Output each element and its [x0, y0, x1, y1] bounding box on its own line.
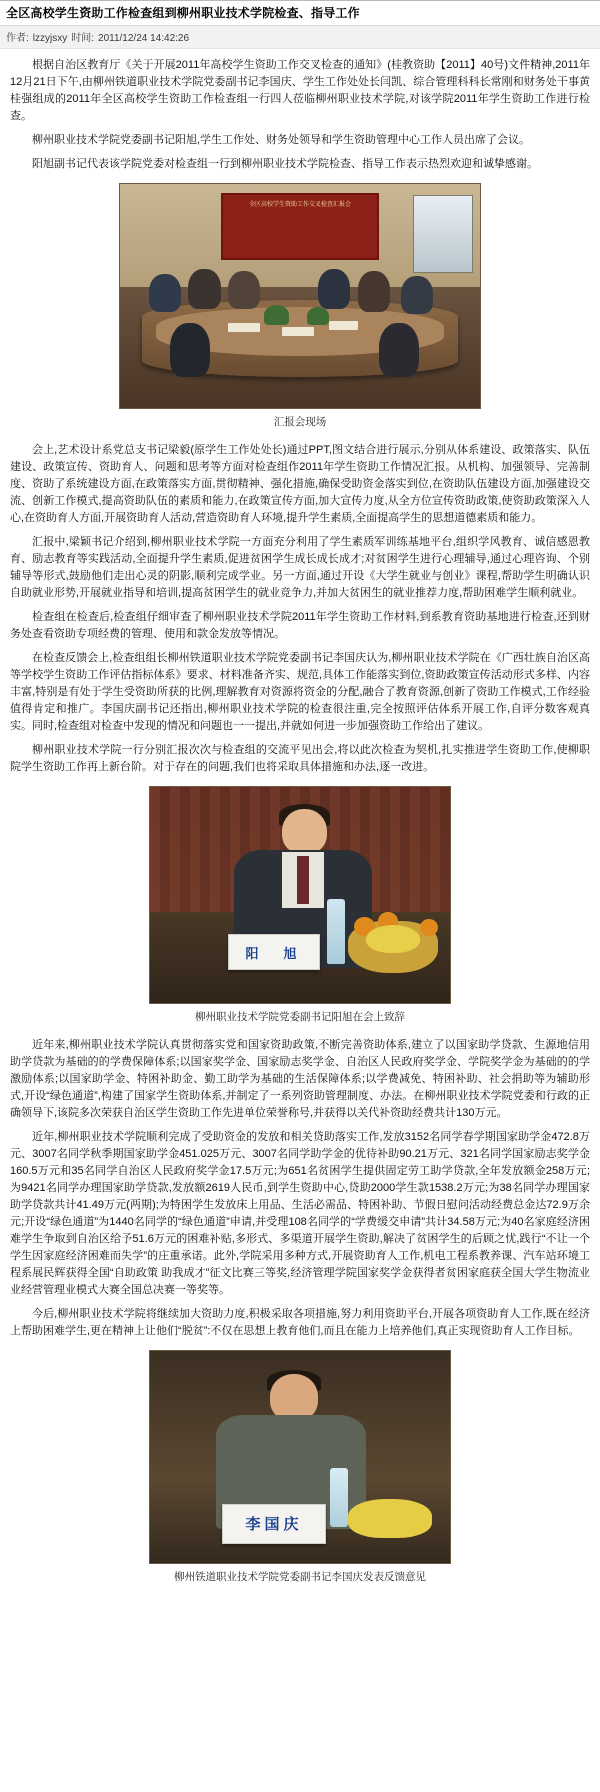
figure-caption: 汇报会现场	[273, 416, 327, 428]
person-figure	[358, 271, 390, 311]
paragraph: 柳州职业技术学院党委副书记阳旭,学生工作处、财务处领导和学生资助管理中心工作人员出席了会议。	[32, 134, 531, 146]
orange-fruit	[420, 919, 438, 936]
photo-meeting-room	[119, 183, 481, 409]
person-figure	[318, 269, 350, 309]
person-figure	[228, 271, 260, 309]
water-bottle	[327, 899, 345, 964]
time-label: 时间:	[71, 33, 95, 44]
photo-liguoqing-feedback	[149, 1350, 451, 1564]
paragraph: 根据自治区教育厅《关于开展2011年高校学生资助工作交叉检查的通知》(桂教资助【2011】40号)文件精神,2011年12月21日下午,由柳州铁道职业技术学院党委副书记李国庆、学生工作处处长闫凯、综合管理科科长常刚和财务处干事黄桂强组成的2011年全区高校学生资助工作检查组一行四人莅临柳州职业技术学院,对该学院2011年学生资助工作进行检查。	[10, 59, 590, 122]
person-figure	[188, 269, 220, 309]
page-title: 全区高校学生资助工作检查组到柳州职业技术学院检查、指导工作	[0, 0, 600, 26]
paragraph: 今后,柳州职业技术学院将继续加大资助力度,积极采取各项措施,努力利用资助平台,开展各项资助育人工作,既在经济上帮助困难学生,更在精神上让他们“脱贫”:不仅在思想上教育他们,而且在能力上培养他们,真正实现资助育人工作目标。	[10, 1308, 590, 1337]
person-figure	[170, 323, 210, 377]
person-figure	[379, 323, 419, 377]
person-figure	[401, 276, 433, 314]
paragraph: 汇报中,梁颖书记介绍到,柳州职业技术学院一方面充分利用了学生素质军训练基地平台,组织学风教育、诚信感恩教育、励志教育等实践活动,全面提升学生素质,促进贫困学生成长成长成才;对贫困学生进行心理辅导,通过心理咨询、个别辅导等形式,鼓励他们走出心灵的阴影,顺利完成学业。另一方面,通过开设《大学生就业与创业》课程,帮助学生明确认识自助就业形势,开展就业指导和培训,提高贫困学生的就业竞争力,并加大贫困生的就业推荐力度,帮助困难学生顺利就业。	[10, 536, 590, 599]
time-value: 2011/12/24 14:42:26	[98, 33, 190, 44]
photo-yangxu-speaking	[149, 786, 451, 1004]
banana-bunch	[348, 1499, 432, 1537]
document-sheet	[329, 321, 358, 330]
figure-caption: 柳州职业技术学院党委副书记阳旭在会上致辞	[195, 1011, 405, 1023]
author-value: lzzyjsxy	[32, 33, 68, 44]
person-figure	[149, 274, 181, 312]
person-head	[282, 809, 327, 854]
plant-decoration	[307, 307, 329, 325]
document-sheet	[282, 327, 314, 336]
document-sheet	[228, 323, 260, 332]
figure-caption: 柳州铁道职业技术学院党委副书记李国庆发表反馈意见	[174, 1571, 426, 1583]
water-bottle	[330, 1468, 348, 1527]
article-meta	[0, 26, 600, 49]
plant-decoration	[264, 305, 289, 325]
paragraph: 阳旭副书记代表该学院党委对检查组一行到柳州职业技术学院检查、指导工作表示热烈欢迎和诚挚感谢。	[32, 158, 538, 170]
figure-yangxu	[10, 786, 590, 1025]
paragraph: 会上,艺术设计系党总支书记梁毅(原学生工作处处长)通过PPT,图文结合进行展示,分别从体系建设、政策落实、队伍建设、政策宣传、资助育人、问题和思考等方面对检查组作2011年学生资助工作情况汇报。从机构、加强领导、完善制度、资助了系统建设方面,在政策落实方面,贯彻精神、强化措施,确保受助资金落实到位,在资助队伍建设方面,加强建设交流、创新工作模式,提高资助队伍的素质和能力,在政策宣传方面,加大宣传力度,从全方位宣传资助政策,使资助政策深入人心,在资助育人方面,开展资助育人活动,营造资助育人环境,提升学生素质,全面提高学生的思想道德素质和能力。	[10, 444, 590, 524]
paragraph: 柳州职业技术学院一行分别汇报次次与检查组的交流平见出会,将以此次检查为契机,扎实推进学生资助工作,使柳职院学生资助工作再上新台阶。对于存在的问题,我们也将采取具体措施和办法,逐一改进。	[10, 744, 590, 773]
window-shape	[413, 195, 473, 273]
paragraph: 近年,柳州职业技术学院顺利完成了受助资金的发放和相关贷助落实工作,发放3152名同学春学期国家助学金472.8万元、3007名同学秋季期国家助学金451.025万元、3007名同学助学金的优待补助90.21万元、321名同学国家励志奖学金160.5万元和35名同学自治区人民政府奖学金17.5万元;为651名贫困学生提供固定劳工助学贷款,全年发放额金258万元;为9421名同学办理国家助学贷款,发放额2619人民币,到学生资助中心,贷助2000学生款1538.2万元;为38名同学办理国家助学贷款共计41.49万元(两期);为特困学生发放床上用品、生活必需品、特困补助、节假日慰问活动经费总金达72.9万余元;开设“绿色通道”为1440名同学的“绿色通道”申请,并受理108名同学的“学费缓交申请”共计34.58万元;为40名家庭经济困难学生争取到自治区给予51.6万元的困难补贴,多形式、多渠道开展学生资助,解决了贫困学生的后顾之忧,践行“不让一个学生因家庭经济困难而失学”的庄重承诺。此外,学院采用多种方式,开展资助育人工作,机电工程系教养课、汽车站环境工程系展民辉获得全国“自助政策 助我成才”征文比赛三等奖,经济管理学院国家奖学金获得者贫困家庭获全国大学生物流业业经营管理业模式大赛全国总决赛一等奖等。	[10, 1131, 590, 1296]
figure-meeting-room	[10, 183, 590, 430]
paragraph: 检查组在检查后,检查组仔细审查了柳州职业技术学院2011年学生资助工作材料,到系教育资助基地进行检查,还到财务处查看资助专项经费的管理、使用和款金发放等情况。	[10, 611, 590, 640]
figure-liguoqing	[10, 1350, 590, 1585]
banner-text: 全区高校学生资助工作交叉检查汇报会	[221, 193, 379, 260]
author-label: 作者:	[6, 33, 29, 44]
paragraph: 在检查反馈会上,检查组组长柳州铁道职业技术学院党委副书记李国庆认为,柳州职业技术学院在《广西壮族自治区高等学校学生资助工作评估指标体系》要求、材料准备齐实、规范,具体工作能落实到位,资助政策宣传活动形式多样、内容丰富,特别是有处于学生受资助所获的比例,理解教育对资源将资金的分配,融合了教育资源,创新了资助工作模式,工作经验值得肯定和推广。李国庆副书记还指出,柳州职业技术学院的检查很注重,完全按照评估体系开展工作,自评分数客观真实。同时,检查组对检查中发现的情况和问题也一一提出,并就如何进一步加强资助工作给出了建议。	[10, 652, 590, 732]
nameplate: 李国庆	[222, 1504, 326, 1544]
paragraph: 近年来,柳州职业技术学院认真贯彻落实党和国家资助政策,不断完善资助体系,建立了以国家助学贷款、生源地信用助学贷款为基础的的学费保障体系;以国家奖学金、国家励志奖学金、自治区人民政府奖学金、学院奖学金为基础的的学激励体系;以国家助学金、特困补助金、勤工助学为基础的生活保障体系;以学费减免、特困补助、社会捐助等为辅助形式,开设“绿色通道”,构建了国家学生资助体系,并制定了一系列资助管理制度、办法。在柳州职业技术学院党委和行政的正确领导下,该院多次荣获自治区学生资助工作先进单位荣誉称号,并获得以关代补资助经费共计130万元。	[10, 1039, 590, 1119]
nameplate: 阳 旭	[228, 934, 320, 971]
person-head	[270, 1374, 318, 1421]
banana-bunch	[366, 925, 420, 953]
person-tie	[297, 856, 309, 904]
article-body	[0, 49, 600, 1607]
